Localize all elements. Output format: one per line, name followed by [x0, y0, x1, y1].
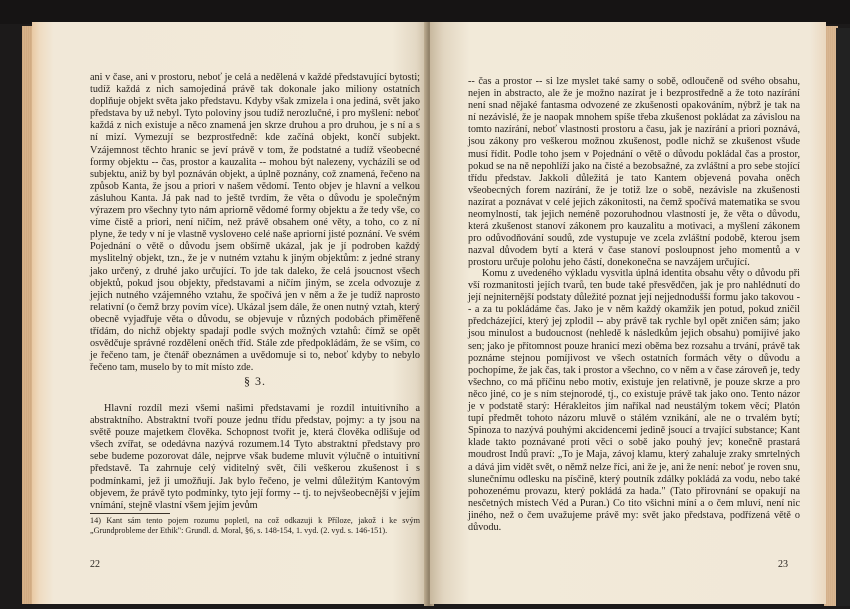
right-page: [430, 22, 826, 604]
left-paragraph-2-text: Hlavní rozdíl mezi všemi našimi představami je rozdíl intuitivního a abstraktního. Abstraktní tvoří pouze jednu třídu představ, pojmy: a ty jsou na světě pouze majetkem člověka. Schopnost tvořit je, která člověka odlišuje od všech zvířat, se odedávna nazývá rozumem.14 Tyto abstraktní představy pro sebe budeme pozorovat dále, nejprve však budeme mluvit výlučně o intuitivní představě. Ta zahrnuje celý viditelný svět, čili veškerou zkušenost i s podmínkami, jež ji umožňují. Jak bylo řečeno, je velmi důležitým Kantovým objevem, že právě tyto podmínky, tyto její formy -- tj. to nejvšeobecnější v jejím vnímání, stejně vlastní všem jejím jevům: [90, 403, 420, 511]
right-page-number: 23: [778, 559, 788, 570]
left-page-number: 22: [90, 559, 100, 570]
right-paragraph-2-text: Komu z uvedeného výkladu vysvitla úplná identita obsahu věty o důvodu při vší rozmanitosti jejích tvarů, ten bude také přesvědčen, jak je pro nahlédnutí do její nejniternější podstaty důležité poznat její nejjednodušší formu jako takovou -- a za tu pokládáme čas. Jako je v něm každý okamžik jen potud, pokud zničil předcházející, který jej zplodil -- aby právě tak rychle byl opět zničen sám; jako jsou minulost a budoucnost (nehledě k následkům jejich obsahu) pomíjivé jako sen; jako je přítomnost pouze hranicí mezi oběma bez rozsahu a trvání, právě tak poznáme stejnou pomíjivost ve všech ostatních formách věty o důvodu a pochopíme, že jak čas, tak i prostor a všechno, co v něm a v čase zároveň je, tedy všechno, co má příčinu nebo motiv, existuje jen relativně, je pouze skrze a pro něco jiné, co je s ním stejnorodé, tj., co existuje právě tak jako ono. Tento názor je v podstatě starý: Hérakleitos jím naříkal nad neustálým tokem věcí; Platón tupí předmět tohoto názoru mluvě o stálém vznikání, ale ne o trvalém bytí; Spinoza to nazývá pouhými akcidencemi jedině jsoucí a trvající substance; Kant klade takto poznávané proti věci o sobě jako pouhý jev; konečně prastará moudrost Indů praví: „To je Maja, závoj klamu, který zahaluje zraky smrtelných a dává jim vidět svět, o němž nelze říci, ani že je, ani že není: neboť je roven snu, slunečnímu odlesku na písčině, který poutník zdálky pokládá za vodu, nebo také pohozenému provazu, který pokládá za hada." (Tato přirovnání se opakují na nesčetných místech Véd a Puran.) Co tito všichni míní a o čem mluví, není nic jiného, než o čem uvažujeme právě my: svět jako představa, podřízená větě o důvodu.: [468, 268, 800, 533]
right-paragraph-2: [468, 268, 800, 534]
footnote-rule: [90, 513, 170, 514]
left-paragraph-1-text: ani v čase, ani v prostoru, neboť je celá a nedělená v každé představující bytosti; tudíž každá z nich samojediná právě tak dokonale jako miliony ostatních doplňuje objekt světa jako představu. Kdyby však zmizela i ona jediná, svět jako představa by už nebyl. Tyto poloviny jsou tudíž nerozlučné, i pro myšlení: neboť každá z nich existuje a něco znamená jen skrze druhou a pro druhou, je s ní a s ní mizí. Vymezují se bezprostředně: kde začíná objekt, končí subjekt. Vzájemnost těchto hranic se jeví právě v tom, že podstatné a tudíž všeobecné formy objektu -- čas, prostor a kauzalita -- mohou být nalezeny, vycházíli se od subjektu, aniž by byl poznáván objekt, a úplně poznány, což znamená, řečeno na způsob Kanta, že jsou a priori v našem vědomí. Tento objev je hlavní a velkou zásluhou Kanta. Já pak nad to ještě tvrdím, že věta o důvodu je společným výrazem pro všechny tyto nám apriorně vědomé formy objektu a že tedy vše, co víme čistě a priori, není ničím, než právě obsahem oné věty, a toho, co z ní plyne, že tedy v ní je vlastně vyslovено celé naše apriorní jisté poznání. Ve svém Pojednání o větě o důvodu jsem obšírně ukázal, jak je jí podroben každý myslitelný objekt, tzn., že je v nutném vztahu k jiným objektům: z jedné strany jako určený, z druhé jako určující. To jde tak daleko, že celá jsoucnost všech objektů, pokud jsou objekty, představami a ničím jiným, se zcela odvozuje z jejich nutného vzájemného vztahu, že spočívá jen v něm a že je tudíž naprosto relativní (o čemž brzy povím více). Ukázal jsem dále, že onen nutný vztah, který obecně vyjadřuje věta o důvodu, se objevuje v různých podobách přiměřeně třídám, do nichž objekty spadají podle svých možných vztahů: čímž se opět osvědčuje správné rozdělení oněch tříd. Stále zde předpokládám, že se vším, co je řečeno tam, je čtenář obeznámen a uvědomuje si to, neboť kdyby to nebylo řečeno tam, muselo by to mít místo zde.: [90, 72, 420, 374]
right-paragraph-1-text: -- čas a prostor -- si lze myslet také samy o sobě, odloučeně od svého obsahu, nejen in abstracto, ale že je možno nazírat je i bezprostředně a že toto nazírání není snad nějaké fantasma odvozené ze zkušenosti opakováním, nýbrž je tak na ní nezávislé, že je naopak mnohem spíše třeba zkušenost pokládat za závislou na tomto nazírání, neboť vlastnosti prostoru a času, jak je nazírání a priori poznává, jsou zákony pro veškerou možnou zkušenost, podle nichž se zkušenost všude musí řídit. Podle toho jsem v Pojednání o větě o důvodu pokládal čas a prostor, pokud se na ně nepohlíží jako na čisté a bezobsažné, za zvláštní a pro sebe stojící třídu představ. Jakkoli důležitá je tato Kantem objevená povaha oněch všeobecných forem nazírání, že je totiž lze o sobě, nezávisle na zkušenosti nazírat a poznávat v celé jejich zákonitosti, na čemž spočívá matematika se svou neomylností, tak jejich neméně pozoruhodnou vlastností je, že věta o důvodu, která zkušenost stanoví zákonem pro kauzalitu a motivaci, a myšlení zákonem pro odůvodňování soudů, zde vystupuje ve zcela zvláštní podobě, kterou jsem nazval důvodem bytí a která v čase stanoví posloupnost jeho momentů a v prostoru určuje polohu jeho částí, donekonečna se navzájem určující.: [468, 76, 800, 269]
section-heading: § 3.: [244, 374, 266, 388]
left-page: [32, 22, 428, 604]
dark-background: [0, 0, 850, 24]
footnote: 14) Kant sám tento pojem rozumu popletl, na což odkazuji k Příloze, jakož i ke svým „Grundprobleme der Ethik": Grundl. d. Moral, §6, s. 148-154, 1. vyd. (2. vyd. s. 146-151).: [90, 516, 420, 535]
right-paragraph-1: [468, 76, 800, 270]
left-paragraph-1: [90, 72, 420, 374]
left-paragraph-2: [90, 403, 420, 512]
background-strip: [836, 28, 850, 606]
